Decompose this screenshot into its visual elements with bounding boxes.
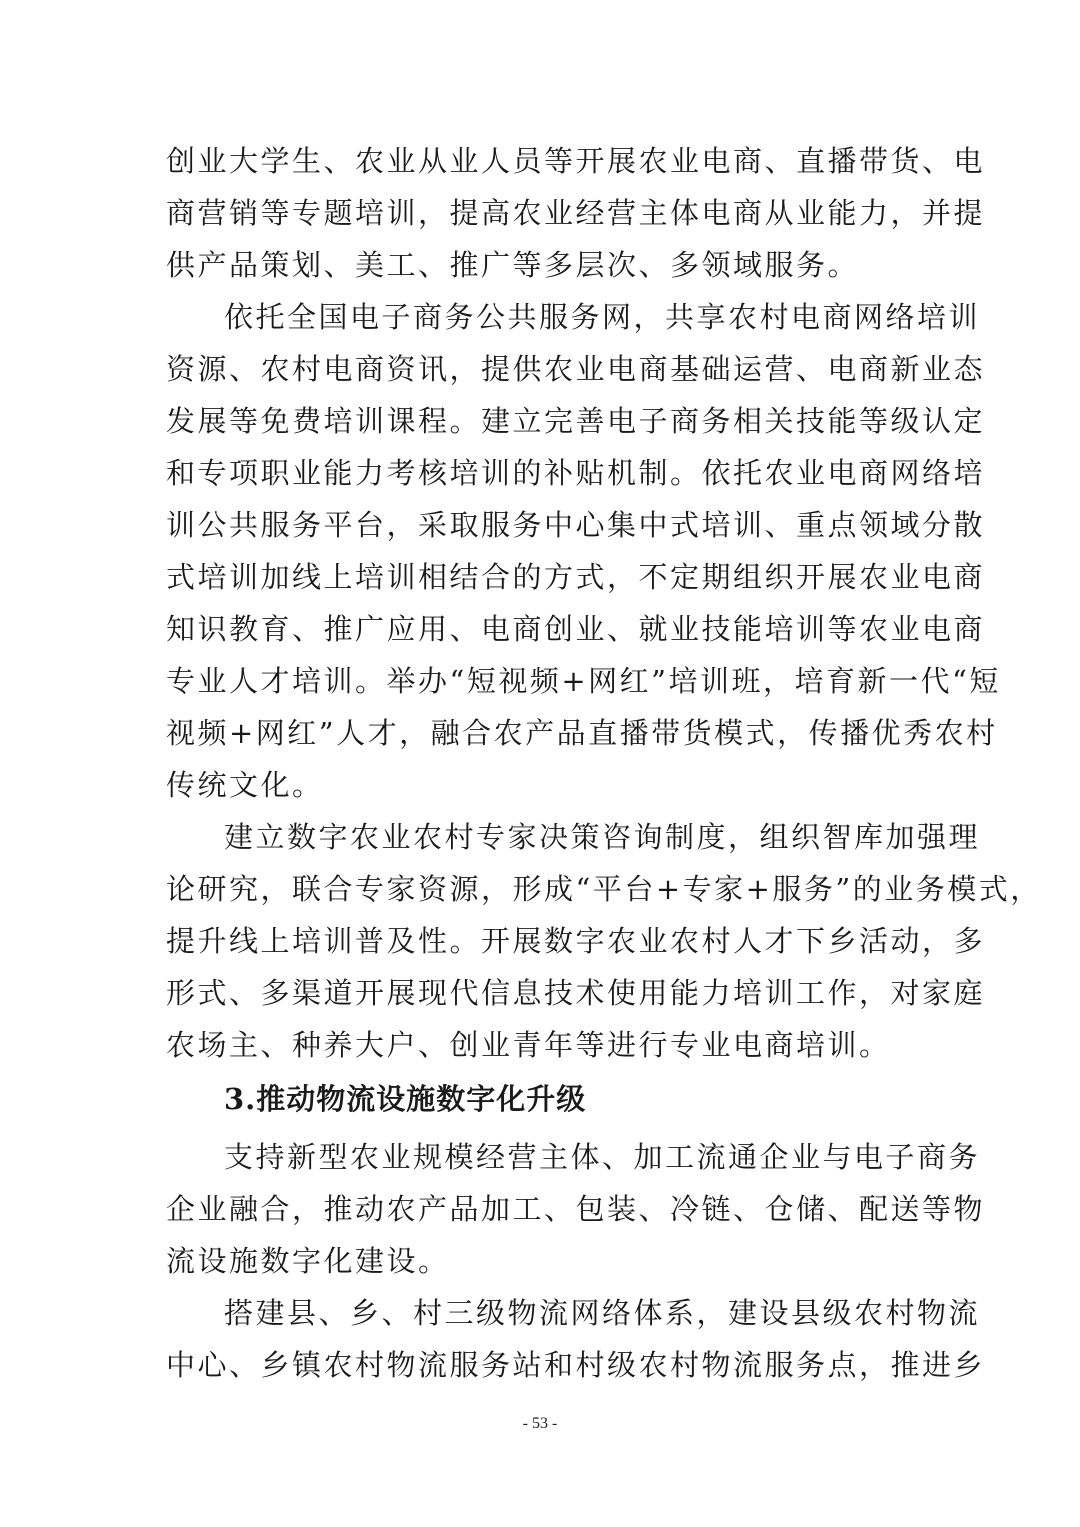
body-text-line: 专业人才培训。举办“短视频+网红”培训班，培育新一代“短	[166, 664, 1001, 698]
body-text-line: 视频+网红”人才，融合农产品直播带货模式，传播优秀农村	[166, 716, 998, 750]
body-text-line: 企业融合，推动农产品加工、包装、冷链、仓储、配送等物	[166, 1192, 986, 1226]
body-text-line: 和专项职业能力考核培训的补贴机制。依托农业电商网络培	[166, 456, 986, 490]
body-text-line: 农场主、种养大户、创业青年等进行专业电商培训。	[166, 1028, 891, 1062]
body-text-line: 商营销等专题培训，提高农业经营主体电商从业能力，并提	[166, 196, 986, 230]
body-text-line: 提升线上培训普及性。开展数字农业农村人才下乡活动，多	[166, 924, 986, 958]
body-text-line: 供产品策划、美工、推广等多层次、多领域服务。	[166, 248, 860, 282]
body-text-line: 训公共服务平台，采取服务中心集中式培训、重点领域分散	[166, 508, 986, 542]
body-text-line: 发展等免费培训课程。建立完善电子商务相关技能等级认定	[166, 404, 986, 438]
page-number: - 53 -	[522, 1415, 558, 1432]
body-text-line: 式培训加线上培训相结合的方式，不定期组织开展农业电商	[166, 560, 986, 594]
section-heading: 3.推动物流设施数字化升级	[224, 1082, 587, 1116]
body-text-line: 中心、乡镇农村物流服务站和村级农村物流服务点，推进乡	[166, 1348, 986, 1382]
body-text-line: 论研究，联合专家资源，形成“平台+专家+服务”的业务模式，	[166, 872, 1042, 906]
body-text-line: 知识教育、推广应用、电商创业、就业技能培训等农业电商	[166, 612, 986, 646]
paragraph-first-line: 依托全国电子商务公共服务网，共享农村电商网络培训	[224, 300, 981, 334]
body-text-line: 传统文化。	[166, 768, 324, 802]
body-text-line: 形式、多渠道开展现代信息技术使用能力培训工作，对家庭	[166, 976, 986, 1010]
paragraph-first-line: 搭建县、乡、村三级物流网络体系，建设县级农村物流	[224, 1296, 981, 1330]
body-text-line: 创业大学生、农业从业人员等开展农业电商、直播带货、电	[166, 144, 986, 178]
paragraph-first-line: 建立数字农业农村专家决策咨询制度，组织智库加强理	[224, 820, 981, 854]
body-text-line: 流设施数字化建设。	[166, 1244, 450, 1278]
body-text-line: 资源、农村电商资讯，提供农业电商基础运营、电商新业态	[166, 352, 986, 386]
paragraph-first-line: 支持新型农业规模经营主体、加工流通企业与电子商务	[224, 1140, 981, 1174]
